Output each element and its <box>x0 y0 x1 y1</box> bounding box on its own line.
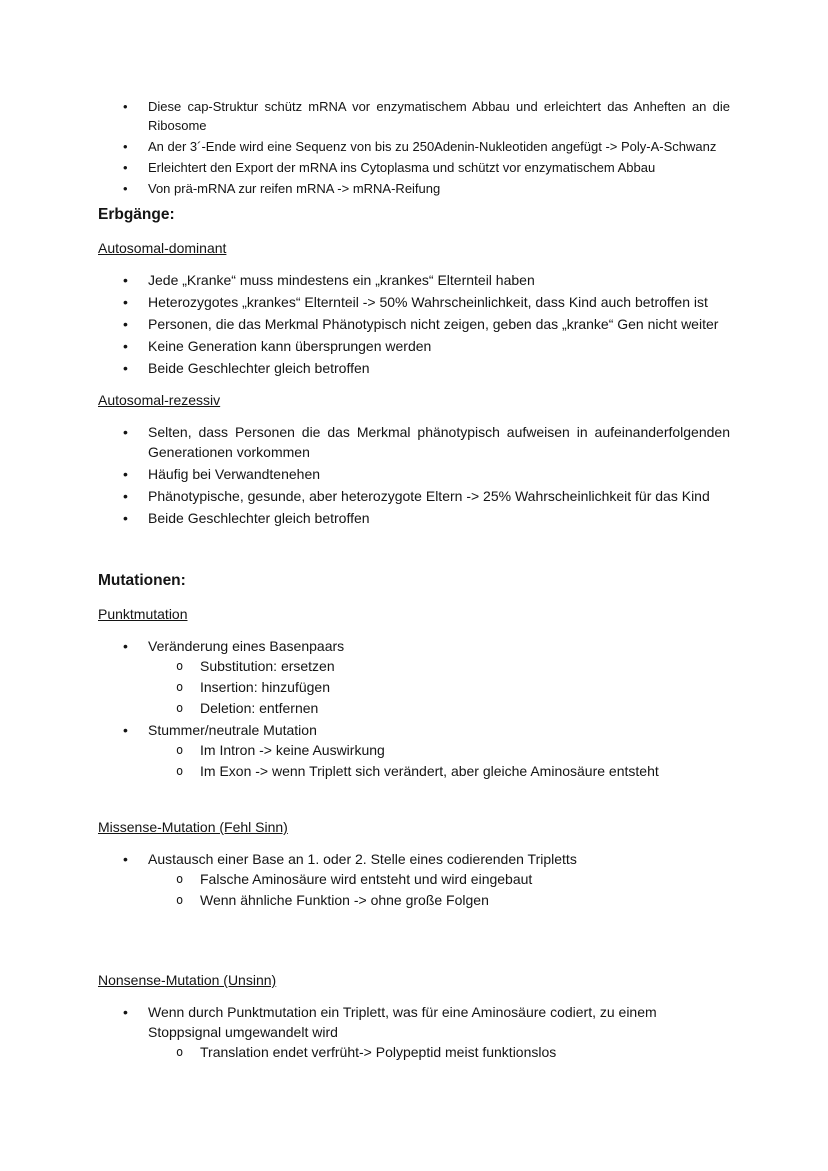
bullet-item <box>98 849 730 910</box>
bullet-text: Wenn durch Punktmutation ein Triplett, was für eine Aminosäure codiert, zu einem Stoppsignal umgewandelt wird <box>148 1004 657 1040</box>
subsection-heading-punktmutation: Punktmutation <box>98 606 188 622</box>
bullet-item: • Jede „Kranke“ muss mindestens ein „krankes“ Elternteil haben <box>98 270 730 290</box>
bullet-text: Austausch einer Base an 1. oder 2. Stelle eines codierenden Tripletts <box>148 851 577 867</box>
bullet-item: • Selten, dass Personen die das Merkmal phänotypisch aufweisen in aufeinanderfolgenden Generationen vorkommen <box>98 422 730 462</box>
bullet-item: • Diese cap-Struktur schütz mRNA vor enzymatischem Abbau und erleichtert das Anheften an die Ribosome <box>98 97 730 135</box>
bullet-item <box>98 636 730 718</box>
sub-bullet-item: o Insertion: hinzufügen <box>148 677 730 697</box>
sub-bullet-list <box>148 869 730 910</box>
bullet-item: • Heterozygotes „krankes“ Elternteil -> 50% Wahrscheinlichkeit, dass Kind auch betroffen ist <box>98 292 730 312</box>
autosomal-rezessiv-list <box>98 422 730 528</box>
bullet-item: • Erleichtert den Export der mRNA ins Cytoplasma und schützt vor enzymatischem Abbau <box>98 158 730 177</box>
sub-bullet-item: o Translation endet verfrüht-> Polypeptid meist funktionslos <box>148 1042 730 1062</box>
sub-bullet-item: o Wenn ähnliche Funktion -> ohne große Folgen <box>148 890 730 910</box>
bullet-item: • Von prä-mRNA zur reifen mRNA -> mRNA-Reifung <box>98 179 730 198</box>
bullet-item: • Beide Geschlechter gleich betroffen <box>98 508 730 528</box>
bullet-text: Stummer/neutrale Mutation <box>148 722 317 738</box>
subsection-heading-missense-mutation: Missense-Mutation (Fehl Sinn) <box>98 819 288 835</box>
bullet-item: • Beide Geschlechter gleich betroffen <box>98 358 730 378</box>
bullet-item <box>98 1002 730 1062</box>
intro-bullet-list <box>98 97 730 198</box>
sub-bullet-list <box>148 656 730 718</box>
sub-bullet-item: o Falsche Aminosäure wird entsteht und wird eingebaut <box>148 869 730 889</box>
missense-list <box>98 849 730 910</box>
sub-bullet-item: o Im Intron -> keine Auswirkung <box>148 740 730 760</box>
nonsense-list <box>98 1002 730 1062</box>
bullet-item: • Phänotypische, gesunde, aber heterozygote Eltern -> 25% Wahrscheinlichkeit für das Kind <box>98 486 730 506</box>
bullet-item: • Keine Generation kann übersprungen werden <box>98 336 730 356</box>
bullet-item <box>98 720 730 781</box>
section-heading-mutationen: Mutationen: <box>98 572 186 589</box>
bullet-text: Veränderung eines Basenpaars <box>148 638 345 654</box>
sub-bullet-list <box>148 740 730 781</box>
bullet-item: • Häufig bei Verwandtenehen <box>98 464 730 484</box>
sub-bullet-list <box>148 1042 730 1062</box>
subsection-heading-autosomal-dominant: Autosomal-dominant <box>98 240 227 256</box>
sub-bullet-item: o Substitution: ersetzen <box>148 656 730 676</box>
punktmutation-list <box>98 636 730 781</box>
section-heading-erbgaenge: Erbgänge: <box>98 206 175 223</box>
bullet-item: • Personen, die das Merkmal Phänotypisch nicht zeigen, geben das „kranke“ Gen nicht weiter <box>98 314 730 334</box>
autosomal-dominant-list <box>98 270 730 378</box>
sub-bullet-item: o Deletion: entfernen <box>148 698 730 718</box>
bullet-item: • An der 3´-Ende wird eine Sequenz von bis zu 250Adenin-Nukleotiden angefügt -> Poly-A-Schwanz <box>98 137 730 156</box>
subsection-heading-autosomal-rezessiv: Autosomal-rezessiv <box>98 392 221 408</box>
subsection-heading-nonsense-mutation: Nonsense-Mutation (Unsinn) <box>98 972 277 988</box>
sub-bullet-item: o Im Exon -> wenn Triplett sich verändert, aber gleiche Aminosäure entsteht <box>148 761 730 781</box>
